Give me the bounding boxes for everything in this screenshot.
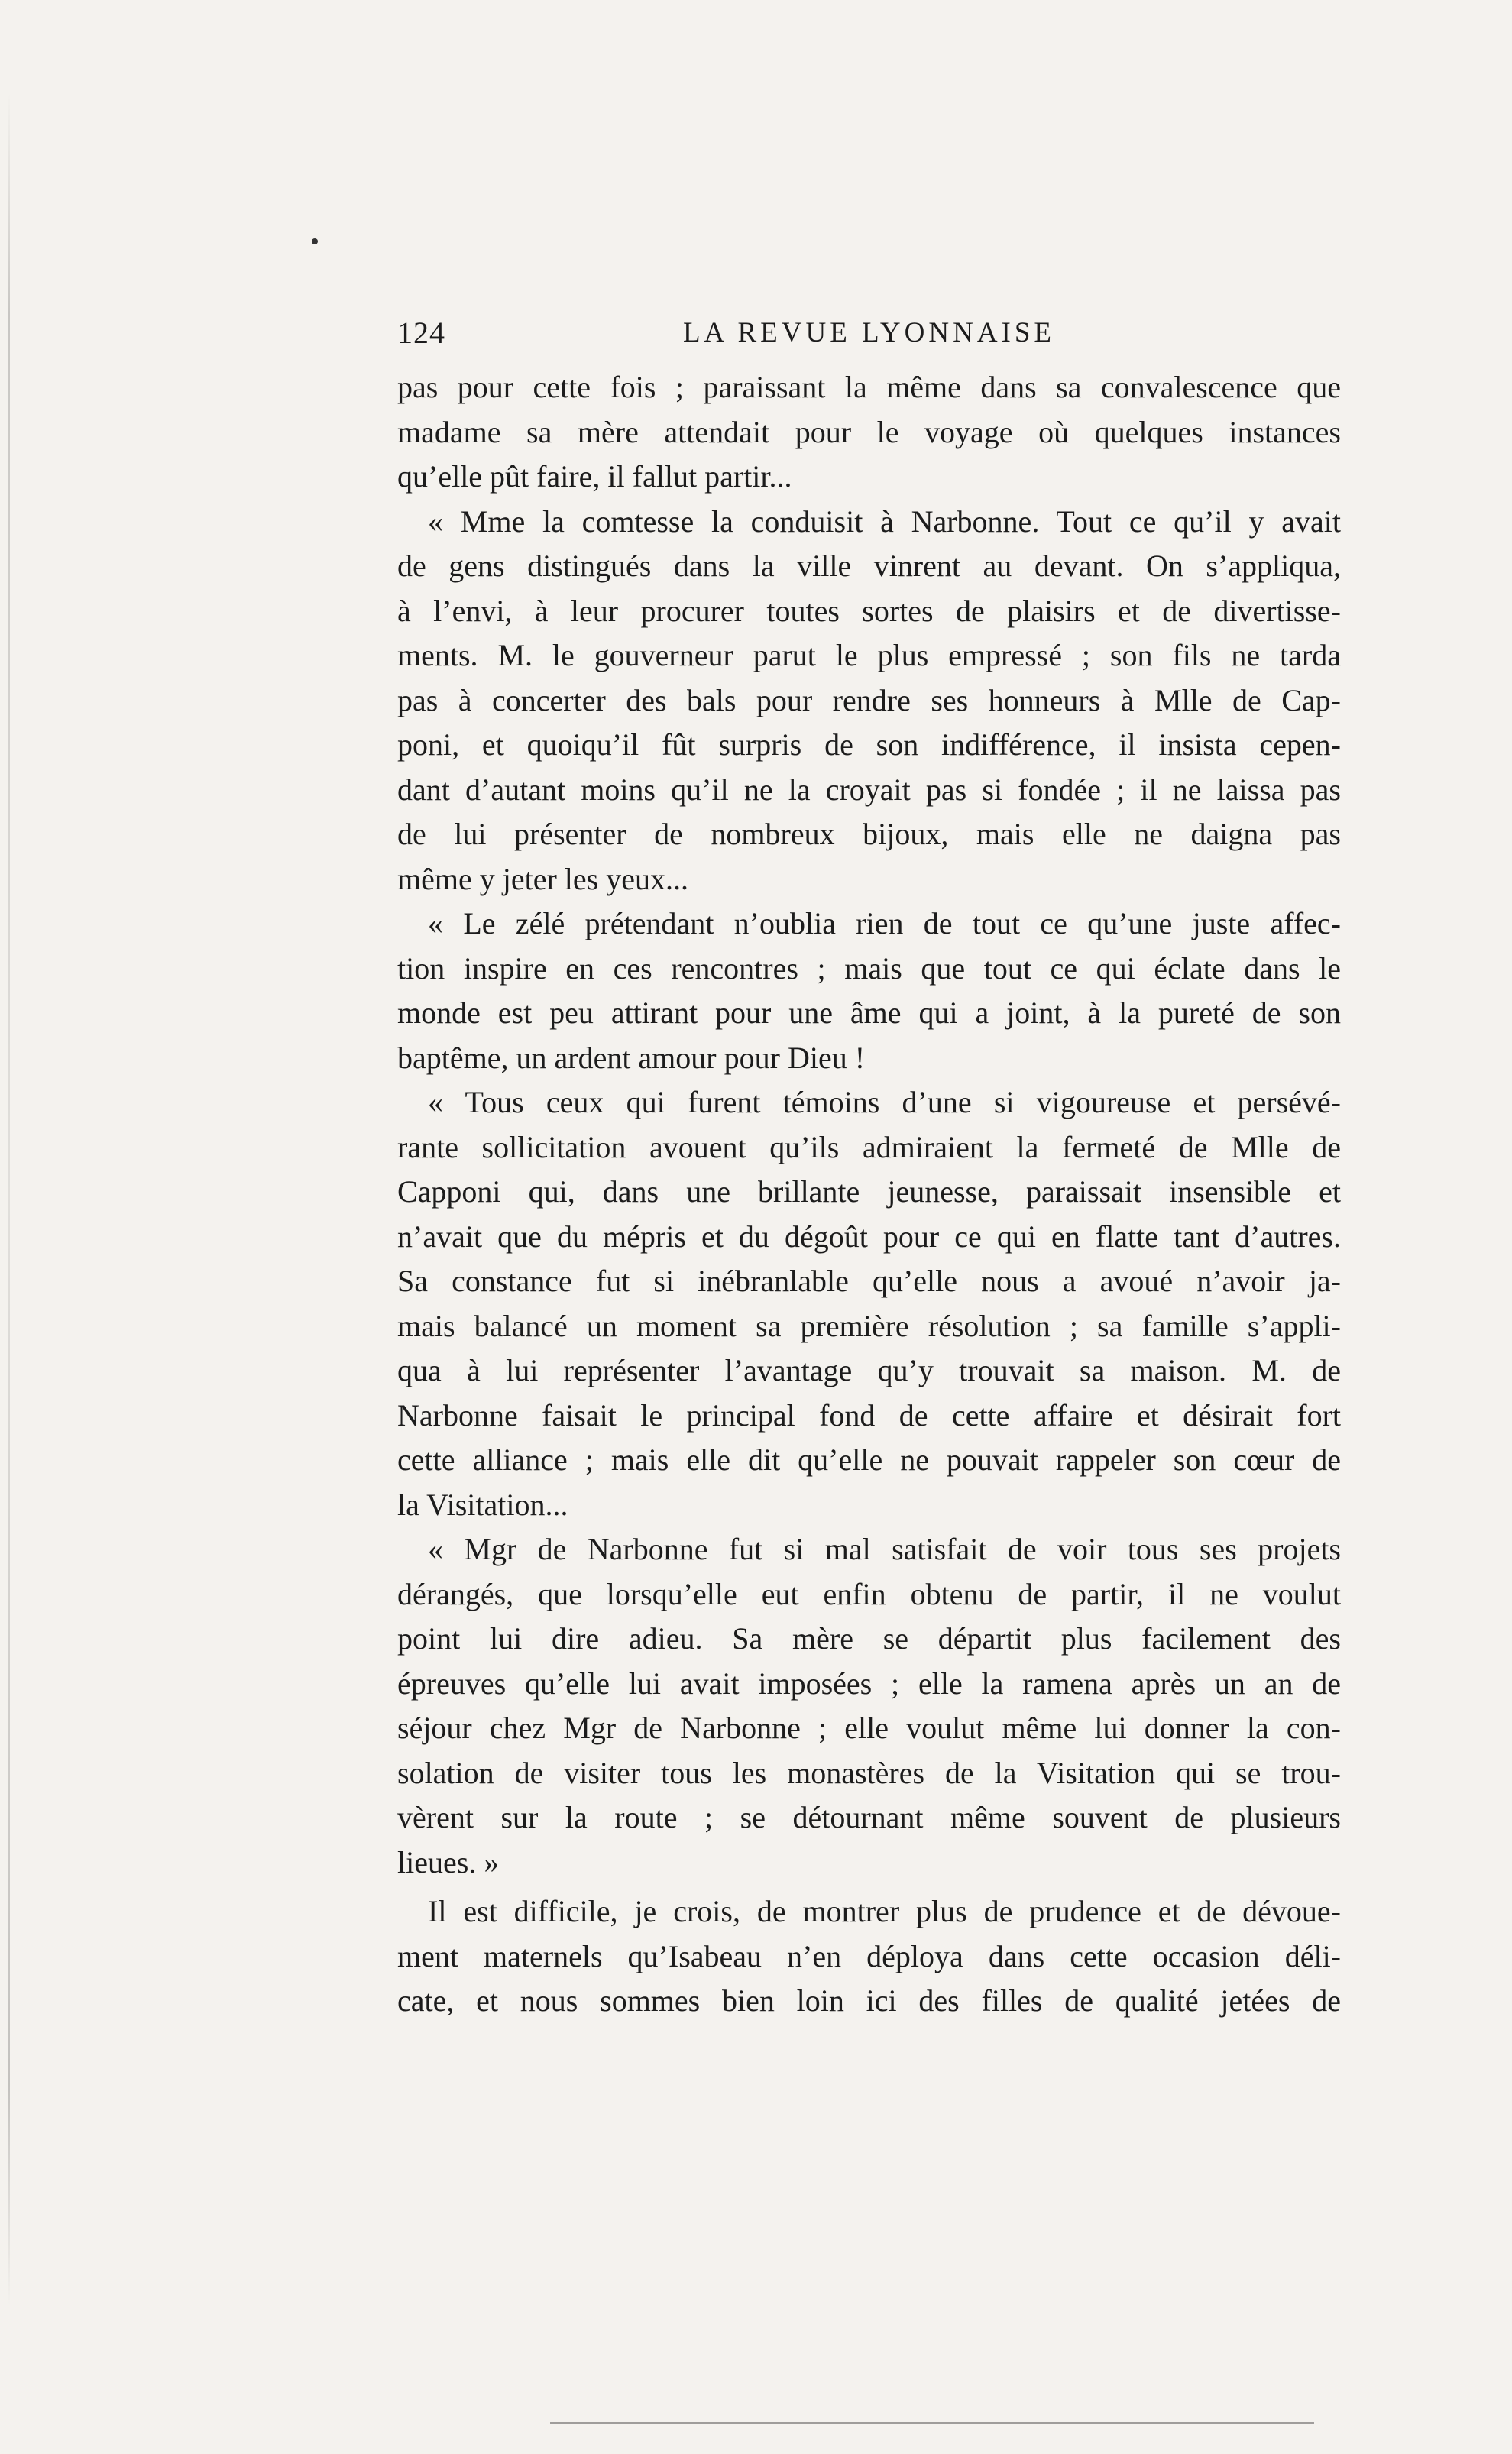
text-line: lieues. » bbox=[397, 1844, 500, 1879]
text-line: la Visitation... bbox=[397, 1487, 568, 1522]
text-line: monde est peu attirant pour une âme qui a joint, à la pureté de son bbox=[397, 996, 1341, 1030]
text-line: qua à lui représenter l’avantage qu’y trouvait sa maison. M. de bbox=[397, 1353, 1341, 1387]
text-line: vèrent sur la route ; se détournant même souvent de plusieurs bbox=[397, 1800, 1341, 1834]
page-edge-shadow bbox=[8, 92, 10, 2307]
text-line: pas à concerter des bals pour rendre ses honneurs à Mlle de Cap- bbox=[397, 682, 1341, 717]
text-line: madame sa mère attendait pour le voyage où quelques instances bbox=[397, 414, 1341, 449]
text-line: de gens distingués dans la ville vinrent au devant. On s’appliqua, bbox=[397, 549, 1341, 583]
text-line: dant d’autant moins qu’il ne la croyait pas si fondée ; il ne laissa pas bbox=[397, 772, 1341, 807]
text-line: même y jeter les yeux... bbox=[397, 861, 688, 896]
body-text bbox=[397, 365, 1341, 2024]
text-line: « Mgr de Narbonne fut si mal satisfait de voir tous ses projets bbox=[428, 1532, 1341, 1566]
text-line: tion inspire en ces rencontres ; mais que tout ce qui éclate dans le bbox=[397, 950, 1341, 986]
text-line: ments. M. le gouverneur parut le plus empressé ; son fils ne tarda bbox=[397, 638, 1341, 672]
page-header bbox=[397, 315, 1341, 358]
text-line: « Tous ceux qui furent témoins d’une si vigoureuse et persévé- bbox=[428, 1085, 1341, 1119]
text-line: point lui dire adieu. Sa mère se départit plus facilement des bbox=[397, 1621, 1341, 1656]
text-line: pas pour cette fois ; paraissant la même dans sa convalescence que bbox=[397, 370, 1341, 404]
text-line: de lui présenter de nombreux bijoux, mais elle ne daigna pas bbox=[397, 817, 1341, 851]
text-line: épreuves qu’elle lui avait imposées ; elle la ramena après un an de bbox=[397, 1666, 1341, 1701]
text-line: mais balancé un moment sa première résolution ; sa famille s’appli- bbox=[397, 1308, 1341, 1343]
text-line: « Le zélé prétendant n’oublia rien de tout ce qu’une juste affec- bbox=[428, 906, 1341, 940]
text-line: qu’elle pût faire, il fallut partir... bbox=[397, 459, 792, 494]
page-number: 124 bbox=[397, 316, 445, 350]
text-line: séjour chez Mgr de Narbonne ; elle voulut même lui donner la con- bbox=[397, 1711, 1341, 1745]
text-line: Capponi qui, dans une brillante jeunesse, paraissait insensible et bbox=[397, 1174, 1341, 1209]
text-line: solation de visiter tous les monastères de la Visitation qui se trou- bbox=[397, 1755, 1341, 1790]
text-line: « Mme la comtesse la conduisit à Narbonne. Tout ce qu’il y avait bbox=[428, 503, 1341, 539]
text-line: Il est difficile, je crois, de montrer plus de prudence et de dévoue- bbox=[428, 1894, 1341, 1928]
text-line: Narbonne faisait le principal fond de cette affaire et désirait fort bbox=[397, 1397, 1341, 1433]
text-line: cette alliance ; mais elle dit qu’elle ne pouvait rappeler son cœur de bbox=[397, 1442, 1341, 1477]
ink-speck bbox=[312, 238, 318, 244]
text-line: baptême, un ardent amour pour Dieu ! bbox=[397, 1040, 866, 1075]
text-line: Sa constance fut si inébranlable qu’elle nous a avoué n’avoir ja- bbox=[397, 1264, 1341, 1298]
text-line: poni, et quoiqu’il fût surpris de son indifférence, il insista cepen- bbox=[397, 727, 1341, 762]
text-line: à l’envi, à leur procurer toutes sortes de plaisirs et de divertisse- bbox=[397, 593, 1341, 628]
running-title: LA REVUE LYONNAISE bbox=[682, 317, 1056, 348]
text-line: ment maternels qu’Isabeau n’en déploya dans cette occasion déli- bbox=[397, 1938, 1341, 1973]
page-bottom-rule bbox=[550, 2422, 1314, 2424]
text-line: n’avait que du mépris et du dégoût pour ce qui en flatte tant d’autres. bbox=[397, 1219, 1341, 1254]
text-line: rante sollicitation avouent qu’ils admiraient la fermeté de Mlle de bbox=[397, 1129, 1341, 1164]
text-line: dérangés, que lorsqu’elle eut enfin obtenu de partir, il ne voulut bbox=[397, 1576, 1341, 1611]
text-line: cate, et nous sommes bien loin ici des filles de qualité jetées de bbox=[397, 1983, 1341, 2018]
